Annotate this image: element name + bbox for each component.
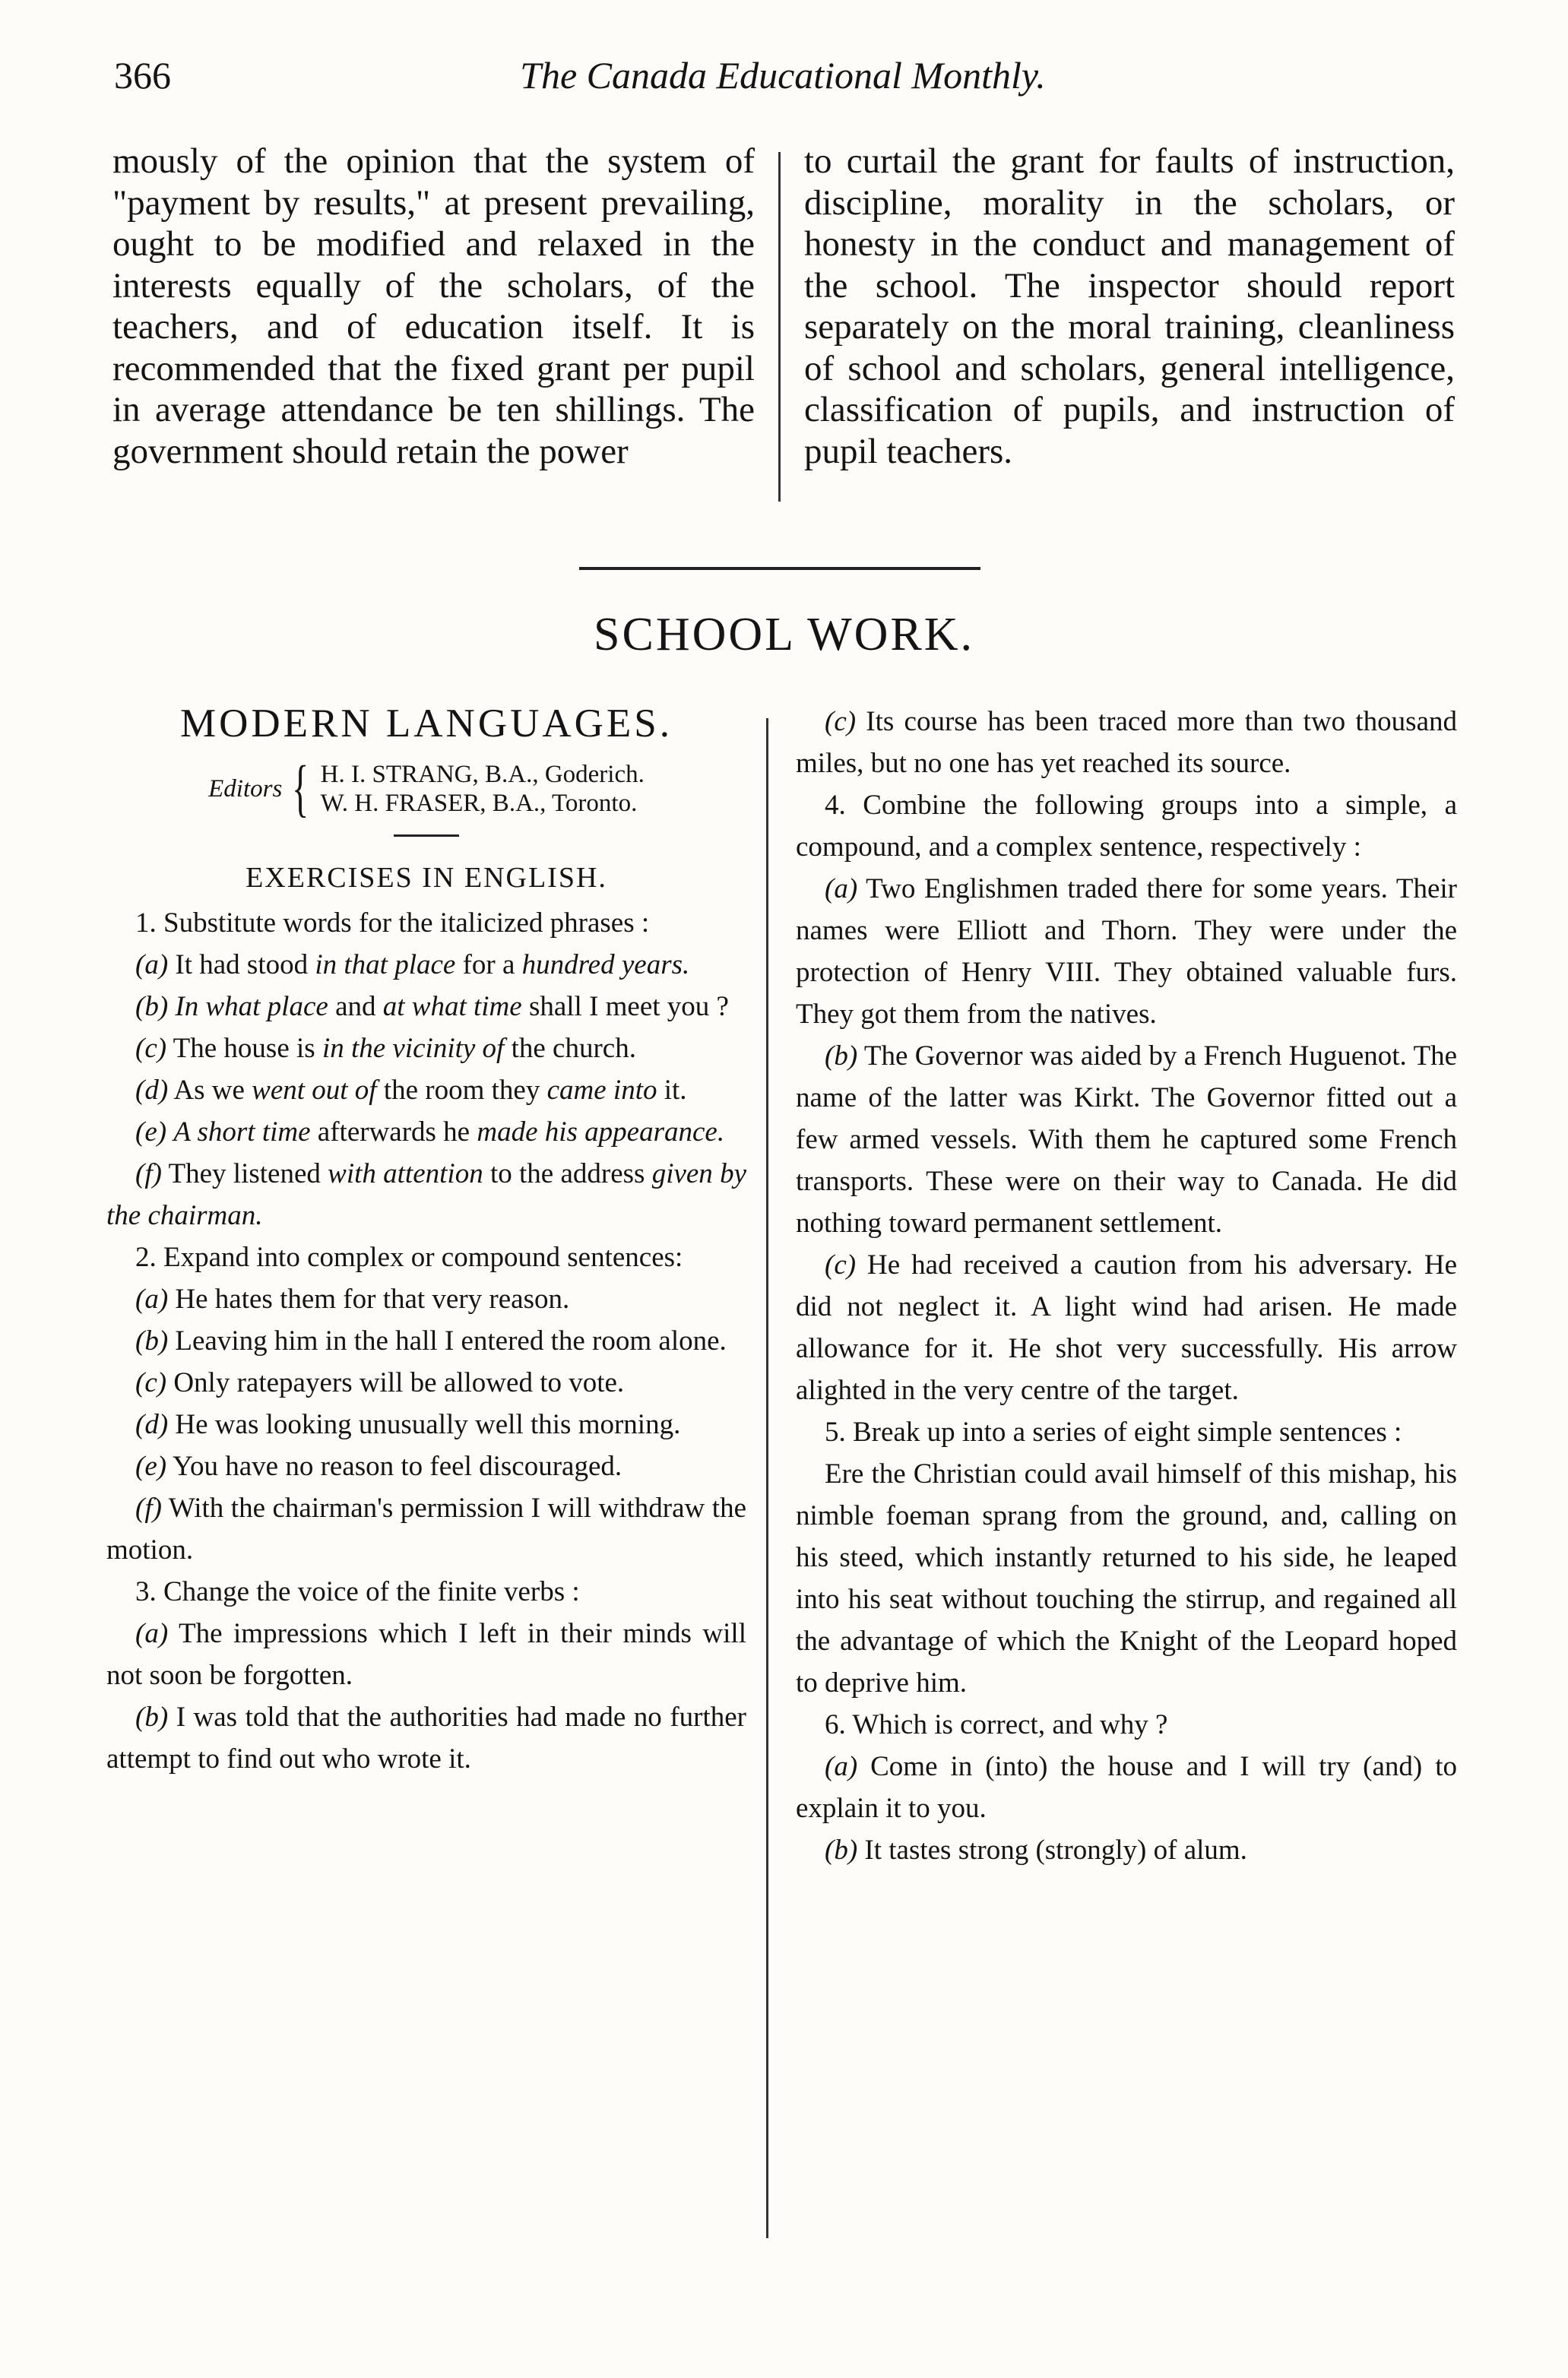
- question-3-item: (b) I was told that the authorities had made no further attempt to find out who wrote it.: [106, 1702, 746, 1775]
- question-2-prompt: 2. Expand into complex or compound sentences:: [135, 1242, 683, 1273]
- question-4-item: (c) He had received a caution from his adversary. He did not neglect it. A light wind had arisen. He made allowance for it. He shot very successfully. His arrow alighted in the very centre of the target.: [796, 1249, 1457, 1406]
- running-head: The Canada Educational Monthly.: [520, 54, 1046, 97]
- editor-name: W. H. FRASER, B.A., Toronto.: [320, 790, 638, 817]
- question-2-item: (f) With the chairman's permission I will withdraw the motion.: [106, 1493, 746, 1566]
- question-4-item: (a) Two Englishmen traded there for some years. Their names were Elliott and Thorn. They were under the protection of Henry VIII. They obtained valuable furs. They got them from the natives.: [796, 873, 1457, 1030]
- question-3-item: (c) Its course has been traced more than two thousand miles, but no one has yet reached its source.: [796, 706, 1457, 779]
- question-1-item: (c) The house is in the vicinity of the church.: [135, 1033, 636, 1064]
- question-2-item: (d) He was looking unusually well this morning.: [135, 1409, 681, 1440]
- section-divider: [579, 567, 980, 570]
- page-number: 366: [114, 54, 171, 97]
- question-1-item: (a) It had stood in that place for a hundred years.: [135, 949, 690, 980]
- question-2-item: (e) You have no reason to feel discouraged.: [135, 1451, 622, 1482]
- department-title: MODERN LANGUAGES.: [179, 701, 673, 746]
- exercises-body-continued: [796, 701, 1457, 1871]
- editors-block: [106, 753, 746, 824]
- exercises-title: EXERCISES IN ENGLISH.: [245, 862, 607, 894]
- exercises-body: [106, 902, 746, 1780]
- column-divider-lower: [766, 718, 768, 2238]
- column-divider-top: [778, 152, 781, 502]
- question-6-prompt: 6. Which is correct, and why ?: [825, 1709, 1168, 1740]
- section-title: SCHOOL WORK.: [593, 609, 975, 660]
- top-right-text: to curtail the grant for faults of instruction, discipline, morality in the scholars, or honesty in the conduct and management of the school. The inspector should report separately on the moral training, cleanliness of school and scholars, general intelligence, classification of pupils, and instruction of pupil teachers.: [804, 141, 1455, 471]
- top-right-column: [804, 141, 1455, 472]
- question-3-prompt: 3. Change the voice of the finite verbs :: [135, 1576, 580, 1607]
- lower-left-column: [106, 699, 746, 1780]
- brace-icon: {: [292, 753, 309, 824]
- question-1-item: (e) A short time afterwards he made his appearance.: [135, 1116, 725, 1148]
- question-2-item: (a) He hates them for that very reason.: [135, 1284, 570, 1315]
- question-1-prompt: 1. Substitute words for the italicized phrases :: [135, 907, 650, 939]
- question-1-item: (f) They listened with attention to the address given by the chairman.: [106, 1158, 746, 1231]
- lower-right-column: [796, 701, 1457, 1871]
- question-4-item: (b) The Governor was aided by a French Huguenot. The name of the latter was Kirkt. The Governor fitted out a few armed vessels. With them he captured some French transports. These were on their way to Canada. He did nothing toward permanent settlement.: [796, 1040, 1457, 1239]
- question-4-prompt: 4. Combine the following groups into a simple, a compound, and a complex sentence, respectively :: [796, 790, 1457, 863]
- question-6-item: (b) It tastes strong (strongly) of alum.: [825, 1835, 1247, 1866]
- question-5-prompt: 5. Break up into a series of eight simple sentences :: [825, 1417, 1402, 1448]
- question-2-item: (b) Leaving him in the hall I entered the room alone.: [135, 1325, 727, 1357]
- top-left-column: [112, 141, 755, 472]
- question-2-item: (c) Only ratepayers will be allowed to vote.: [135, 1367, 625, 1398]
- question-6-item: (a) Come in (into) the house and I will try (and) to explain it to you.: [796, 1751, 1457, 1824]
- editors-label: Editors: [208, 775, 283, 803]
- editor-names: [321, 760, 645, 818]
- page-header: [114, 53, 1452, 114]
- question-3-item: (a) The impressions which I left in their minds will not soon be forgotten.: [106, 1618, 746, 1691]
- top-left-text: mously of the opinion that the system of "payment by results," at present prevailing, ought to be modified and relaxed in the interests equally of the scholars, of the teachers, and of education itself. It is recommended that the fixed grant per pupil in average attendance be ten shillings. The government should retain the power: [112, 141, 755, 471]
- small-divider: [394, 834, 459, 837]
- question-1-item: (b) In what place and at what time shall I meet you ?: [135, 991, 729, 1022]
- editor-name: H. I. STRANG, B.A., Goderich.: [320, 761, 645, 788]
- question-5-passage: Ere the Christian could avail himself of this mishap, his nimble foeman sprang from the ground, and, calling on his steed, which instantly returned to his side, he leaped into his seat without touching the stirrup, and regained all the advantage of which the Knight of the Leopard hoped to deprive him.: [796, 1458, 1457, 1699]
- question-1-item: (d) As we went out of the room they came into it.: [135, 1075, 687, 1106]
